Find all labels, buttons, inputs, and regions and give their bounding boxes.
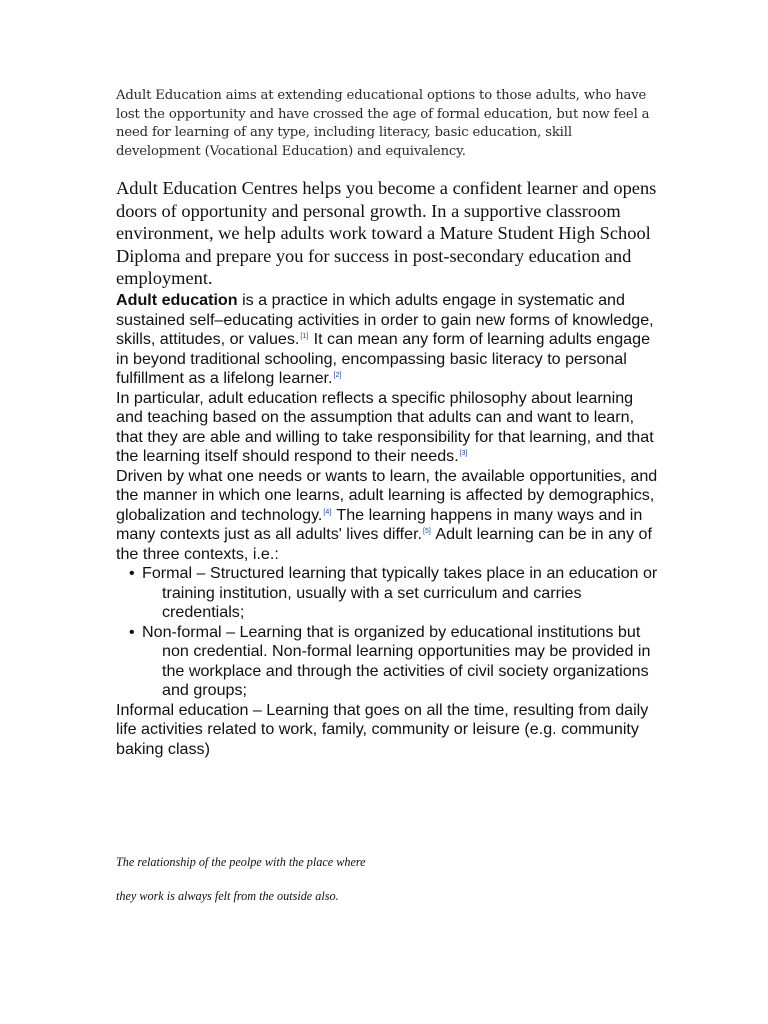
contexts-text-c: Adult learning can be in any of the three contexts, i.e.: — [116, 525, 652, 563]
reference-link-3[interactable]: [3] — [459, 450, 468, 457]
informal-paragraph: Informal education – Learning that goes on all the time, resulting from daily life activities related to work, family, community or leisure (e.g. community baking class) — [116, 700, 649, 758]
reference-link-5[interactable]: [5] — [423, 528, 431, 535]
contexts-text-b: The learning happens in many ways and in many contexts just as all adults' lives differ. — [116, 505, 643, 543]
definition-paragraph — [116, 291, 661, 389]
reference-link-1[interactable]: [1] — [300, 333, 309, 340]
reference-link-4[interactable]: [4] — [323, 508, 332, 516]
philosophy-text: In particular, adult education reflects a specific philosophy about learning and teaching based on the assumption that adults can and want to learn, that they are able and willing to take responsibility for that learning, and that the learning itself should respond to their needs. — [116, 388, 654, 465]
centres-paragraph: Adult Education Centres helps you become a confident learner and opens doors of opportunity and personal growth. In a supportive classroom environment, we help adults work toward a Mature Student High School Diploma and prepare you for success in post-secondary education and employment. — [116, 178, 657, 289]
definition-text-b: It can mean any form of learning adults engage in beyond traditional schooling, encompassing basic literacy to personal fulfillment as a lifelong learner. — [116, 330, 651, 387]
reference-link-2[interactable]: [2] — [333, 372, 342, 379]
quote-line-2: they work is always felt from the outside also. — [116, 889, 339, 903]
bullet-icon: • — [129, 622, 135, 641]
term-adult-education: Adult education — [116, 291, 238, 309]
bullet-icon: • — [129, 564, 135, 582]
contexts-text-a: Driven by what one needs or wants to learn, the available opportunities, and the manner in which one learns, adult learning is affected by demographics, globalization and technology. — [116, 466, 658, 524]
intro-paragraph: Adult Education aims at extending educational options to those adults, who have lost the opportunity and have crossed the age of formal education, but now feel a need for learning of any type, including literacy, basic education, skill development (Vocational Education) and equivalency. — [116, 88, 650, 159]
article-body — [116, 291, 661, 759]
list-item — [116, 623, 661, 701]
definition-text-a: is a practice in which adults engage in systematic and sustained self–educating activities in order to gain new forms of knowledge, skills, attitudes, or values. — [116, 291, 654, 348]
contexts-list — [116, 564, 661, 701]
philosophy-paragraph — [116, 389, 661, 467]
list-item-formal: Formal – Structured learning that typically takes place in an education or training institution, usually with a set curriculum and carries credentials; — [142, 564, 658, 621]
list-item — [116, 564, 661, 623]
contexts-paragraph — [116, 467, 661, 565]
quote-line-1: The relationship of the peolpe with the place where — [116, 855, 366, 869]
list-item-non-formal: Non-formal – Learning that is organized by educational institutions but non credential. Non-formal learning opportunities may be provided in the workplace and through the activities of civil society organizations and groups; — [142, 622, 651, 699]
